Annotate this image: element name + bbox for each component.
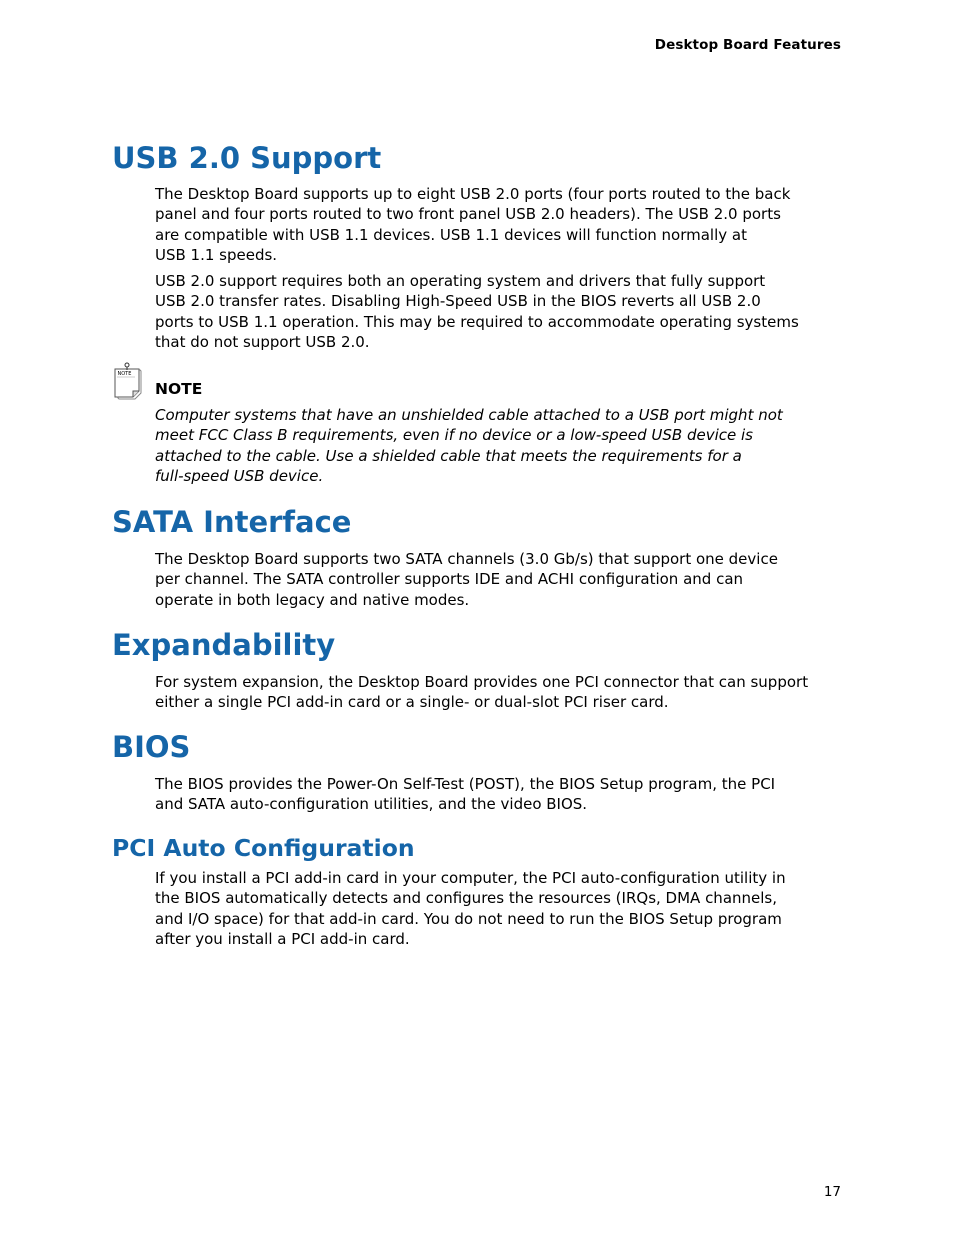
text-line: The BIOS provides the Power-On Self-Test (POST), the BIOS Setup program, the PCI [155, 775, 776, 793]
text-line: either a single PCI add-in card or a single- or dual-slot PCI riser card. [155, 693, 669, 712]
usb-paragraph-2 [155, 271, 855, 353]
text-line: per channel. The SATA controller supports IDE and ACHI configuration and can [155, 570, 744, 589]
text-line: full-speed USB device. [155, 467, 324, 486]
text-line: Computer systems that have an unshielded cable attached to a USB port might not [155, 406, 783, 424]
bios-section-heading: BIOS [112, 730, 191, 764]
text-line: meet FCC Class B requirements, even if no device or a low-speed USB device is [155, 426, 753, 445]
note-text [155, 405, 855, 487]
text-line: are compatible with USB 1.1 devices. USB 1.1 devices will function normally at [155, 225, 747, 244]
sata-paragraph [155, 549, 855, 610]
usb-section-heading: USB 2.0 Support [112, 141, 382, 175]
text-line: The Desktop Board supports up to eight USB 2.0 ports (four ports routed to the back [155, 185, 791, 203]
text-line: after you install a PCI add-in card. [155, 930, 410, 949]
running-header: Desktop Board Features [654, 37, 841, 53]
text-line: and SATA auto-configuration utilities, and the video BIOS. [155, 795, 588, 814]
text-line: operate in both legacy and native modes. [155, 590, 470, 609]
expandability-section-heading: Expandability [112, 628, 336, 662]
note-icon-label: NOTE [117, 371, 132, 377]
text-line: The Desktop Board supports two SATA channels (3.0 Gb/s) that support one device [155, 550, 778, 568]
note-icon [113, 361, 145, 401]
text-line: attached to the cable. Use a shielded cable that meets the requirements for a [155, 446, 742, 465]
text-line: For system expansion, the Desktop Board provides one PCI connector that can support [155, 673, 809, 691]
usb-paragraph-1 [155, 184, 855, 266]
sata-section-heading: SATA Interface [112, 505, 352, 539]
expandability-paragraph [155, 672, 855, 713]
pci-auto-config-heading: PCI Auto Configuration [112, 834, 415, 862]
page-number: 17 [823, 1184, 841, 1200]
text-line: the BIOS automatically detects and configures the resources (IRQs, DMA channels, [155, 889, 778, 908]
text-line: USB 2.0 support requires both an operating system and drivers that fully support [155, 272, 766, 290]
pci-auto-config-paragraph [155, 868, 855, 950]
text-line: panel and four ports routed to two front panel USB 2.0 headers). The USB 2.0 ports [155, 205, 781, 224]
note-label: NOTE [155, 380, 203, 398]
text-line: that do not support USB 2.0. [155, 333, 370, 352]
text-line: USB 1.1 speeds. [155, 246, 278, 265]
text-line: ports to USB 1.1 operation. This may be required to accommodate operating systems [155, 312, 799, 331]
text-line: If you install a PCI add-in card in your computer, the PCI auto-configuration utility in [155, 869, 786, 887]
bios-paragraph [155, 774, 855, 815]
text-line: USB 2.0 transfer rates. Disabling High-Speed USB in the BIOS reverts all USB 2.0 [155, 292, 761, 311]
text-line: and I/O space) for that add-in card. You do not need to run the BIOS Setup program [155, 909, 782, 928]
